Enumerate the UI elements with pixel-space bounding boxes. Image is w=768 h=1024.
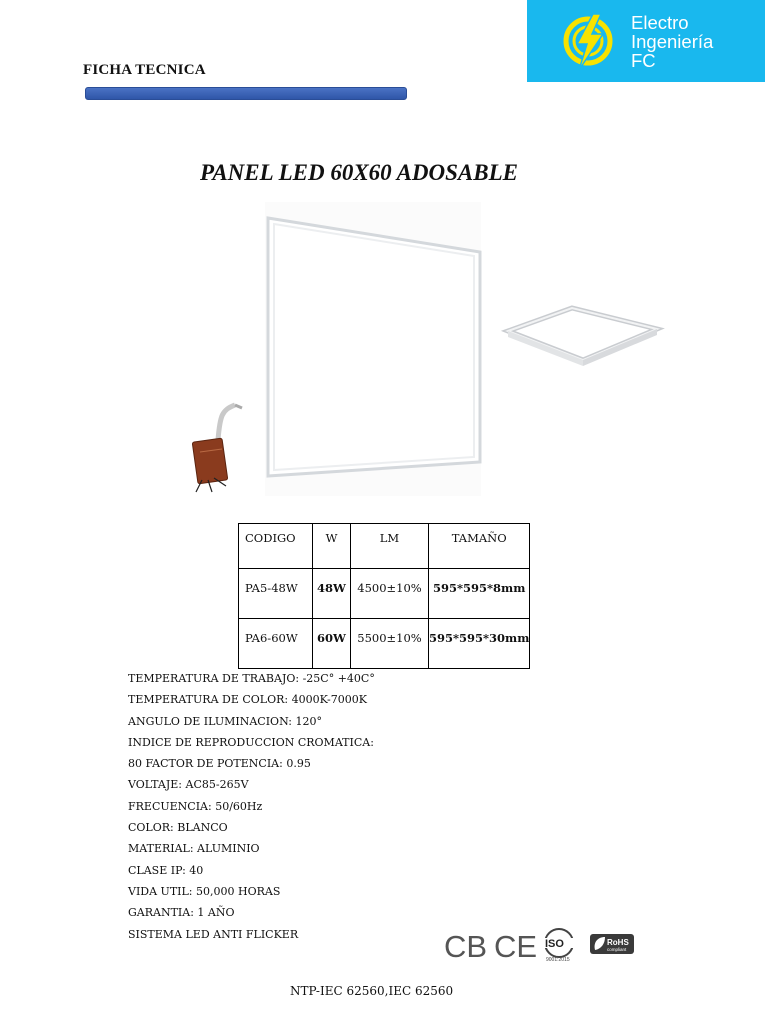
ce-mark-icon: CE	[494, 929, 538, 962]
rohs-compliant-label: compliant	[607, 947, 627, 952]
cb-mark-icon: CB	[444, 929, 488, 962]
logo-line-1: Electro	[631, 11, 689, 33]
cell-lumens: 5500±10%	[351, 619, 429, 669]
spec-item: INDICE DE REPRODUCCION CROMATICA:	[128, 735, 374, 749]
spec-item: COLOR: BLANCO	[128, 821, 228, 835]
iso-mark-icon	[543, 929, 575, 962]
spec-item: 80 FACTOR DE POTENCIA: 0.95	[128, 757, 311, 771]
iso-standard-label: 9001:2015	[546, 957, 570, 962]
lightning-bolt-logo-icon	[557, 10, 619, 72]
rohs-mark-icon	[590, 934, 634, 954]
column-header-tamano: TAMAÑO	[429, 524, 530, 569]
iso-label: ISO	[545, 938, 564, 950]
spec-item: TEMPERATURA DE TRABAJO: -25C° +40C°	[128, 672, 375, 685]
table-row	[239, 619, 530, 669]
header-divider	[85, 87, 407, 100]
spec-item: VIDA UTIL: 50,000 HORAS	[128, 884, 281, 898]
cell-watts: 60W	[313, 619, 351, 669]
led-panel-image	[265, 202, 481, 496]
document-heading: FICHA TECNICA	[83, 62, 206, 78]
column-header-codigo: CODIGO	[239, 524, 313, 569]
led-driver-image	[192, 405, 242, 492]
cell-lumens: 4500±10%	[351, 569, 429, 619]
product-images	[160, 200, 670, 500]
spec-item: FRECUENCIA: 50/60Hz	[128, 799, 263, 813]
company-logo	[527, 0, 765, 82]
certification-logos	[444, 928, 636, 962]
spec-item: CLASE IP: 40	[128, 863, 204, 877]
cell-size: 595*595*30mm	[429, 619, 530, 669]
standards-footer: NTP-IEC 62560,IEC 62560	[290, 984, 454, 998]
column-header-w: W	[313, 524, 351, 569]
cell-watts: 48W	[313, 569, 351, 619]
cell-codigo: PA5-48W	[239, 569, 313, 619]
product-spec-table	[238, 523, 530, 669]
technical-specs-list	[128, 672, 375, 949]
rohs-label: RoHS	[607, 938, 629, 947]
table-row	[239, 569, 530, 619]
spec-item: SISTEMA LED ANTI FLICKER	[128, 927, 299, 941]
column-header-lm: LM	[351, 524, 429, 569]
spec-item: VOLTAJE: AC85-265V	[128, 778, 249, 792]
spec-item: TEMPERATURA DE COLOR: 4000K-7000K	[128, 693, 367, 707]
cell-size: 595*595*8mm	[429, 569, 530, 619]
table-header-row	[239, 524, 530, 569]
logo-line-2: Ingeniería	[631, 30, 714, 52]
spec-item: GARANTIA: 1 AÑO	[128, 906, 235, 920]
product-title: PANEL LED 60X60 ADOSABLE	[200, 160, 518, 185]
spec-item: ANGULO DE ILUMINACION: 120°	[128, 714, 322, 728]
spec-item: MATERIAL: ALUMINIO	[128, 842, 260, 856]
logo-line-3: FC	[631, 49, 656, 71]
surface-mount-frame-image	[508, 308, 657, 366]
cell-codigo: PA6-60W	[239, 619, 313, 669]
logo-wordmark	[631, 13, 713, 70]
